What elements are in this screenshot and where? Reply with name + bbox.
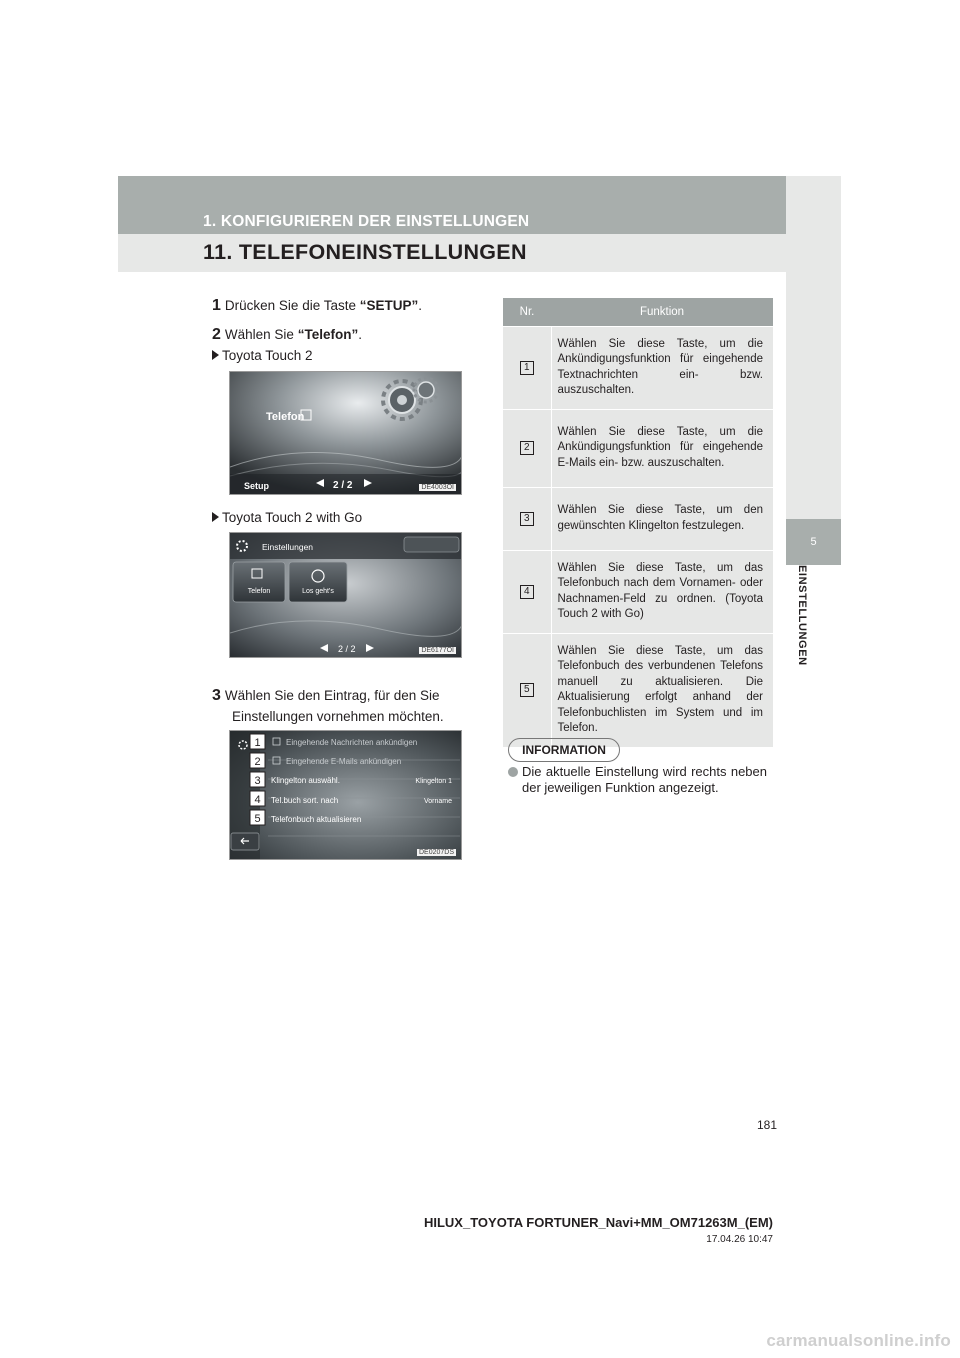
setting-label: Tel.buch sort. nach — [271, 796, 339, 805]
status-bar — [404, 537, 459, 552]
information-text: Die aktuelle Einstellung wird rechts neben der jeweiligen Funktion angezeigt. — [522, 764, 767, 795]
callout-number: 4 — [254, 794, 261, 806]
setting-label: Klingelton auswähl. — [271, 776, 340, 785]
table-cell-nr — [503, 633, 551, 747]
step-number: 1 — [212, 297, 221, 314]
side-tab-number: 5 — [786, 519, 841, 565]
watermark: carmanualsonline.info — [766, 1331, 951, 1350]
table-row — [503, 550, 773, 633]
number-box: 2 — [520, 441, 534, 455]
table-header-row — [503, 298, 773, 326]
table-row — [503, 409, 773, 487]
screenshot-toyota-touch-2-with-go — [229, 532, 462, 658]
screen-menu-label: Setup — [244, 481, 270, 491]
screen-telefon-setup — [230, 372, 462, 495]
function-table — [503, 298, 773, 747]
screenshot-phone-settings — [229, 730, 462, 860]
screen-page: 2 / 2 — [338, 644, 356, 654]
step-number: 2 — [212, 326, 221, 343]
setting-value: Klingelton 1 — [415, 778, 452, 785]
step-1 — [212, 297, 422, 315]
column-header-nr: Nr. — [503, 298, 551, 326]
page-number: 181 — [757, 1118, 778, 1132]
figure-code: DE4003OI — [421, 484, 454, 491]
setting-label: Telefonbuch aktualisieren — [271, 815, 362, 824]
number-box: 3 — [520, 512, 534, 526]
table-cell-nr — [503, 550, 551, 633]
step-key: “SETUP” — [359, 298, 419, 313]
setting-value: Vorname — [423, 798, 452, 805]
setting-label: Eingehende E-Mails ankündigen — [286, 757, 402, 766]
screen-phone-settings-list — [230, 731, 462, 860]
variant-label: Toyota Touch 2 with Go — [222, 510, 363, 525]
bullet-icon — [508, 767, 518, 777]
table-row — [503, 487, 773, 550]
callout-number: 2 — [254, 756, 261, 768]
information-label: INFORMATION — [508, 738, 620, 762]
variant-heading — [212, 510, 362, 525]
screen-title: Einstellungen — [262, 542, 314, 552]
table-cell-nr — [503, 326, 551, 409]
screen-title: Telefon — [266, 411, 305, 423]
step-number: 3 — [212, 687, 221, 704]
number-box: 1 — [520, 361, 534, 375]
table-row — [503, 326, 773, 409]
screen-page: 2 / 2 — [333, 480, 353, 491]
chapter-title: 1. KONFIGURIEREN DER EINSTELLUNGEN — [203, 213, 530, 230]
setting-label: Eingehende Nachrichten ankündigen — [286, 738, 418, 747]
callout-number: 1 — [254, 737, 261, 749]
button-label: Los geht's — [302, 588, 334, 595]
triangle-bullet-icon — [212, 350, 219, 360]
variant-heading — [212, 348, 313, 363]
step-text-end: . — [418, 298, 423, 313]
number-box: 4 — [520, 585, 534, 599]
print-date: 17.04.26 10:47 — [706, 1234, 773, 1245]
callout-number: 5 — [254, 813, 261, 825]
document-id: HILUX_TOYOTA FORTUNER_Navi+MM_OM71263M_(EM) — [423, 1215, 773, 1230]
button-label: Telefon — [247, 588, 271, 595]
triangle-bullet-icon — [212, 512, 219, 522]
step-3 — [212, 685, 444, 727]
table-cell-funktion: Wählen Sie diese Taste, um die Ankündigungsfunktion für eingehende Textnachrichten ein- bzw. auszuschalten. — [551, 326, 773, 409]
step-text: Wählen Sie — [224, 327, 298, 342]
figure-code: DE6177OI — [421, 647, 454, 654]
table-cell-funktion: Wählen Sie diese Taste, um das Telefonbuch nach dem Vornamen- oder Nachnamen-Feld zu ordnen. (Toyota Touch 2 with Go) — [551, 550, 773, 633]
table-cell-funktion: Wählen Sie diese Taste, um den gewünschten Klingelton festzulegen. — [551, 487, 773, 550]
number-box: 5 — [520, 683, 534, 697]
table-cell-nr — [503, 409, 551, 487]
side-tab-panel — [786, 176, 841, 519]
step-key: “Telefon” — [297, 327, 359, 342]
section-title: 11. TELEFONEINSTELLUNGEN — [203, 240, 527, 264]
step-text-cont: Einstellungen vornehmen möchten. — [232, 709, 444, 724]
step-2 — [212, 326, 362, 344]
step-text: Drücken Sie die Taste — [224, 298, 360, 313]
telefon-button — [233, 562, 285, 602]
table-cell-funktion: Wählen Sie diese Taste, um das Telefonbuch des verbundenen Telefons manuell zu aktualisieren. Die Aktualisierung erfolgt anhand der Telefonbuchlisten im System und im Telefon. — [551, 633, 773, 747]
figure-code: DE0207DS — [418, 849, 454, 856]
table-cell-funktion: Wählen Sie diese Taste, um die Ankündigungsfunktion für eingehende E-Mails ein- bzw. auszuschalten. — [551, 409, 773, 487]
variant-label: Toyota Touch 2 — [222, 348, 313, 363]
table-cell-nr — [503, 487, 551, 550]
column-header-funktion: Funktion — [551, 298, 773, 326]
side-tab-label: EINSTELLUNGEN — [796, 565, 808, 666]
step-text: Wählen Sie den Eintrag, für den Sie — [224, 688, 440, 703]
callout-number: 3 — [254, 775, 261, 787]
screenshot-toyota-touch-2 — [229, 371, 462, 495]
step-text-end: . — [358, 327, 362, 342]
screen-einstellungen — [230, 533, 462, 658]
table-row — [503, 633, 773, 747]
